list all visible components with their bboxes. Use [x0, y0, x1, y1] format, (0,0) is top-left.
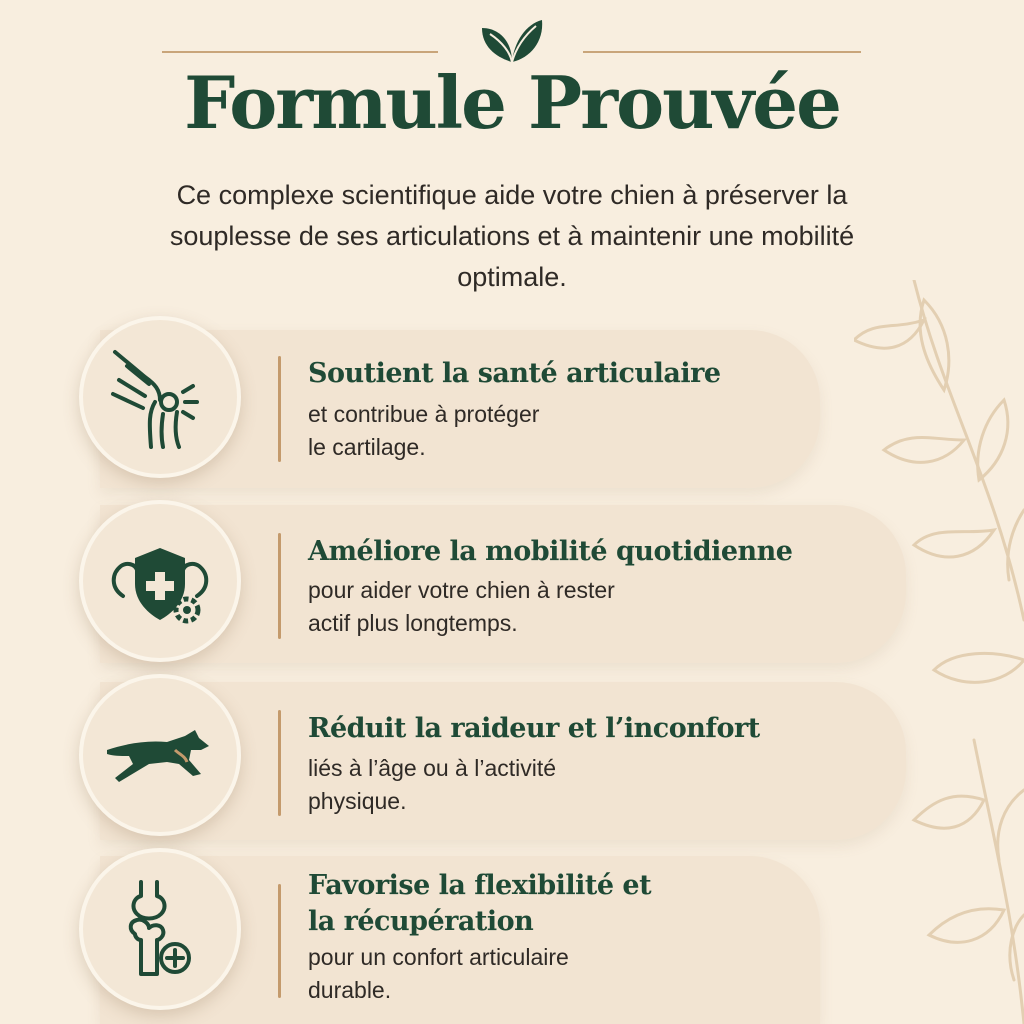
feature-title-line: Favorise la flexibilité et	[308, 870, 652, 901]
feature-title: Réduit la raideur et l’inconfort	[308, 713, 760, 744]
feature-description-line: liés à l’âge ou à l’activité	[308, 755, 557, 781]
feature-icon-circle	[79, 500, 241, 662]
bone-joint-icon	[105, 874, 215, 984]
running-dog-icon	[105, 700, 215, 810]
feature-description-line: le cartilage.	[308, 434, 426, 460]
knee-joint-icon	[105, 342, 215, 452]
feature-description-line: physique.	[308, 788, 407, 814]
page-title: Formule Prouvée	[184, 60, 840, 145]
feature-icon-circle	[79, 848, 241, 1010]
feature-divider	[278, 710, 281, 816]
feature-icon-circle	[79, 316, 241, 478]
feature-description-line: actif plus longtemps.	[308, 610, 518, 636]
header-rule-left	[162, 51, 438, 53]
feature-description-line: pour aider votre chien à rester	[308, 577, 615, 603]
feature-description-line: durable.	[308, 977, 392, 1003]
feature-title: Soutient la santé articulaire	[308, 358, 721, 389]
page-subtitle: Ce complexe scientifique aide votre chien à préserver la souplesse de ses articulations et à maintenir une mobilité optimale.	[169, 180, 855, 292]
feature-title-line: la récupération	[308, 906, 534, 937]
shield-muscle-icon	[105, 526, 215, 636]
leaf-icon	[478, 18, 546, 64]
feature-divider	[278, 356, 281, 462]
feature-divider	[278, 884, 281, 998]
feature-icon-circle	[79, 674, 241, 836]
feature-description-line: pour un confort articulaire	[308, 944, 569, 970]
feature-divider	[278, 533, 281, 639]
header-rule-right	[583, 51, 861, 53]
feature-description-line: et contribue à protéger	[308, 401, 540, 427]
background-leaf-branch-icon	[854, 280, 1024, 1024]
feature-title: Améliore la mobilité quotidienne	[308, 536, 793, 567]
